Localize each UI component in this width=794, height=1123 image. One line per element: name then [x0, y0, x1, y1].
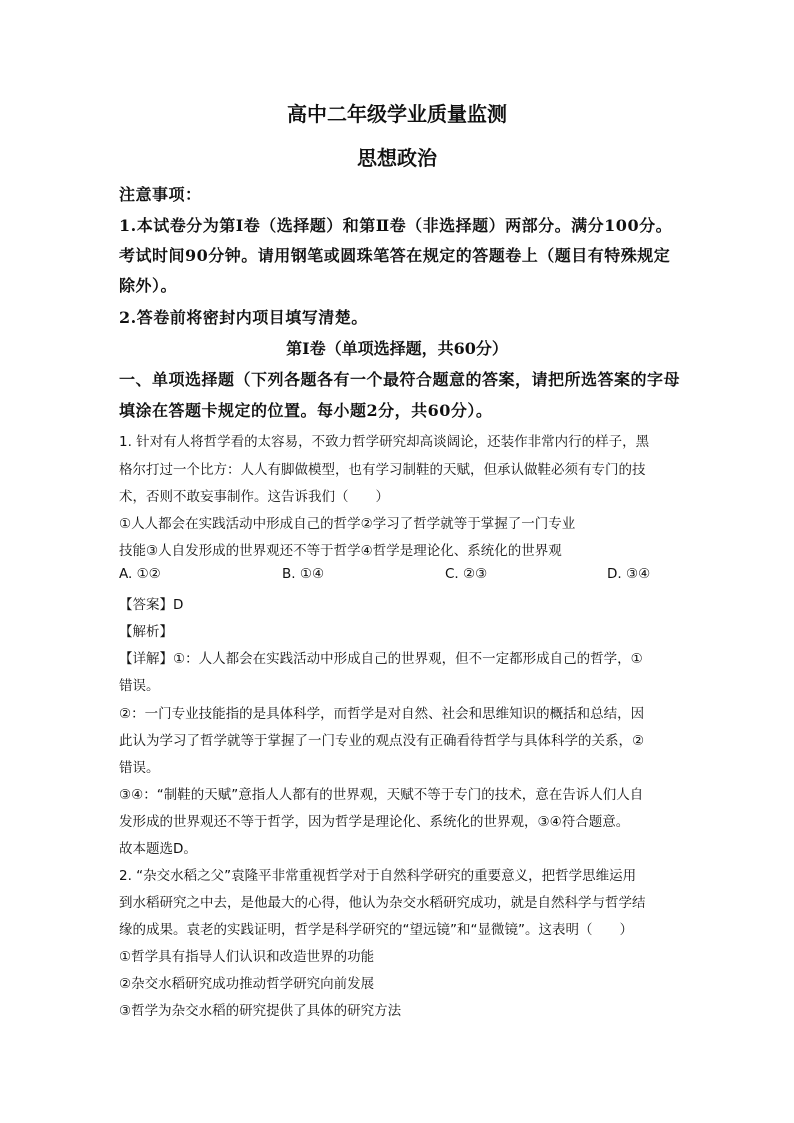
q2-statement-3: ③哲学为杂交水稻的研究提供了具体的研究方法	[119, 1003, 402, 1019]
q1-detail-8: 故本题选D。	[119, 841, 197, 857]
q1-detail-7: 发形成的世界观还不等于哲学，因为哲学是理论化、系统化的世界观，③④符合题意。	[119, 814, 630, 830]
notice-heading: 注意事项：	[119, 185, 202, 204]
q1-analysis-label: 【解析】	[119, 624, 173, 640]
q1-statements-2: 技能③人自发形成的世界观还不等于哲学④哲学是理论化、系统化的世界观	[119, 543, 562, 559]
q2-stem-3: 缘的成果。袁老的实践证明，哲学是科学研究的“望远镜”和“显微镜”。这表明（ ）	[119, 922, 633, 938]
exam-subject: 思想政治	[357, 146, 437, 170]
q1-stem-2: 格尔打过一个比方：人人有脚做模型，也有学习制鞋的天赋，但承认做鞋必须有专门的技	[119, 462, 646, 478]
q1-choice-d: D. ③④	[607, 566, 651, 582]
q1-choice-b: B. ①④	[282, 566, 325, 582]
q1-statements-1: ①人人都会在实践活动中形成自己的哲学②学习了哲学就等于掌握了一门专业	[119, 516, 576, 532]
q2-statement-1: ①哲学具有指导人们认识和改造世界的功能	[119, 949, 375, 965]
q2-stem-2: 到水稻研究之中去，是他最大的心得，他认为杂交水稻研究成功，就是自然科学与哲学结	[119, 895, 646, 911]
section-1-instruction-1: 一、单项选择题（下列各题各有一个最符合题意的答案，请把所选答案的字母	[119, 370, 681, 389]
q1-detail-2: 错误。	[119, 678, 160, 694]
q1-choice-c: C. ②③	[445, 566, 488, 582]
q1-stem-1: 1. 针对有人将哲学看的太容易，不致力哲学研究却高谈阔论，还装作非常内行的样子，黑	[119, 434, 650, 450]
q1-stem-3: 术，否则不敢妄事制作。这告诉我们（ ）	[119, 489, 389, 505]
notice-line-4: 2.答卷前将密封内项目填写清楚。	[119, 308, 368, 327]
q1-choice-a: A. ①②	[119, 566, 161, 582]
section-1-instruction-2: 填涂在答题卡规定的位置。每小题2分，共60分）。	[119, 401, 493, 420]
q2-stem-1: 2. “杂交水稻之父”袁隆平非常重视哲学对于自然科学研究的重要意义，把哲学思维运用	[119, 868, 637, 884]
exam-title: 高中二年级学业质量监测	[287, 102, 507, 126]
q1-detail-1: 【详解】①：人人都会在实践活动中形成自己的世界观，但不一定都形成自己的哲学，①	[119, 651, 643, 667]
q1-detail-4: 此认为学习了哲学就等于掌握了一门专业的观点没有正确看待哲学与具体科学的关系，②	[119, 733, 645, 749]
q1-detail-6: ③④：“制鞋的天赋”意指人人都有的世界观，天赋不等于专门的技术，意在告诉人们人自	[119, 787, 644, 803]
q1-detail-3: ②：一门专业技能指的是具体科学，而哲学是对自然、社会和思维知识的概括和总结，因	[119, 706, 645, 722]
notice-line-3: 除外）。	[119, 276, 178, 295]
q1-detail-5: 错误。	[119, 760, 160, 776]
notice-line-1: 1.本试卷分为第Ⅰ卷（选择题）和第Ⅱ卷（非选择题）两部分。满分100分。	[119, 216, 673, 235]
section-1-title: 第Ⅰ卷（单项选择题，共60分）	[286, 339, 508, 358]
q2-statement-2: ②杂交水稻研究成功推动哲学研究向前发展	[119, 976, 375, 992]
q1-answer: 【答案】D	[119, 597, 184, 613]
notice-line-2: 考试时间90分钟。请用钢笔或圆珠笔答在规定的答题卷上（题目有特殊规定	[119, 246, 671, 265]
